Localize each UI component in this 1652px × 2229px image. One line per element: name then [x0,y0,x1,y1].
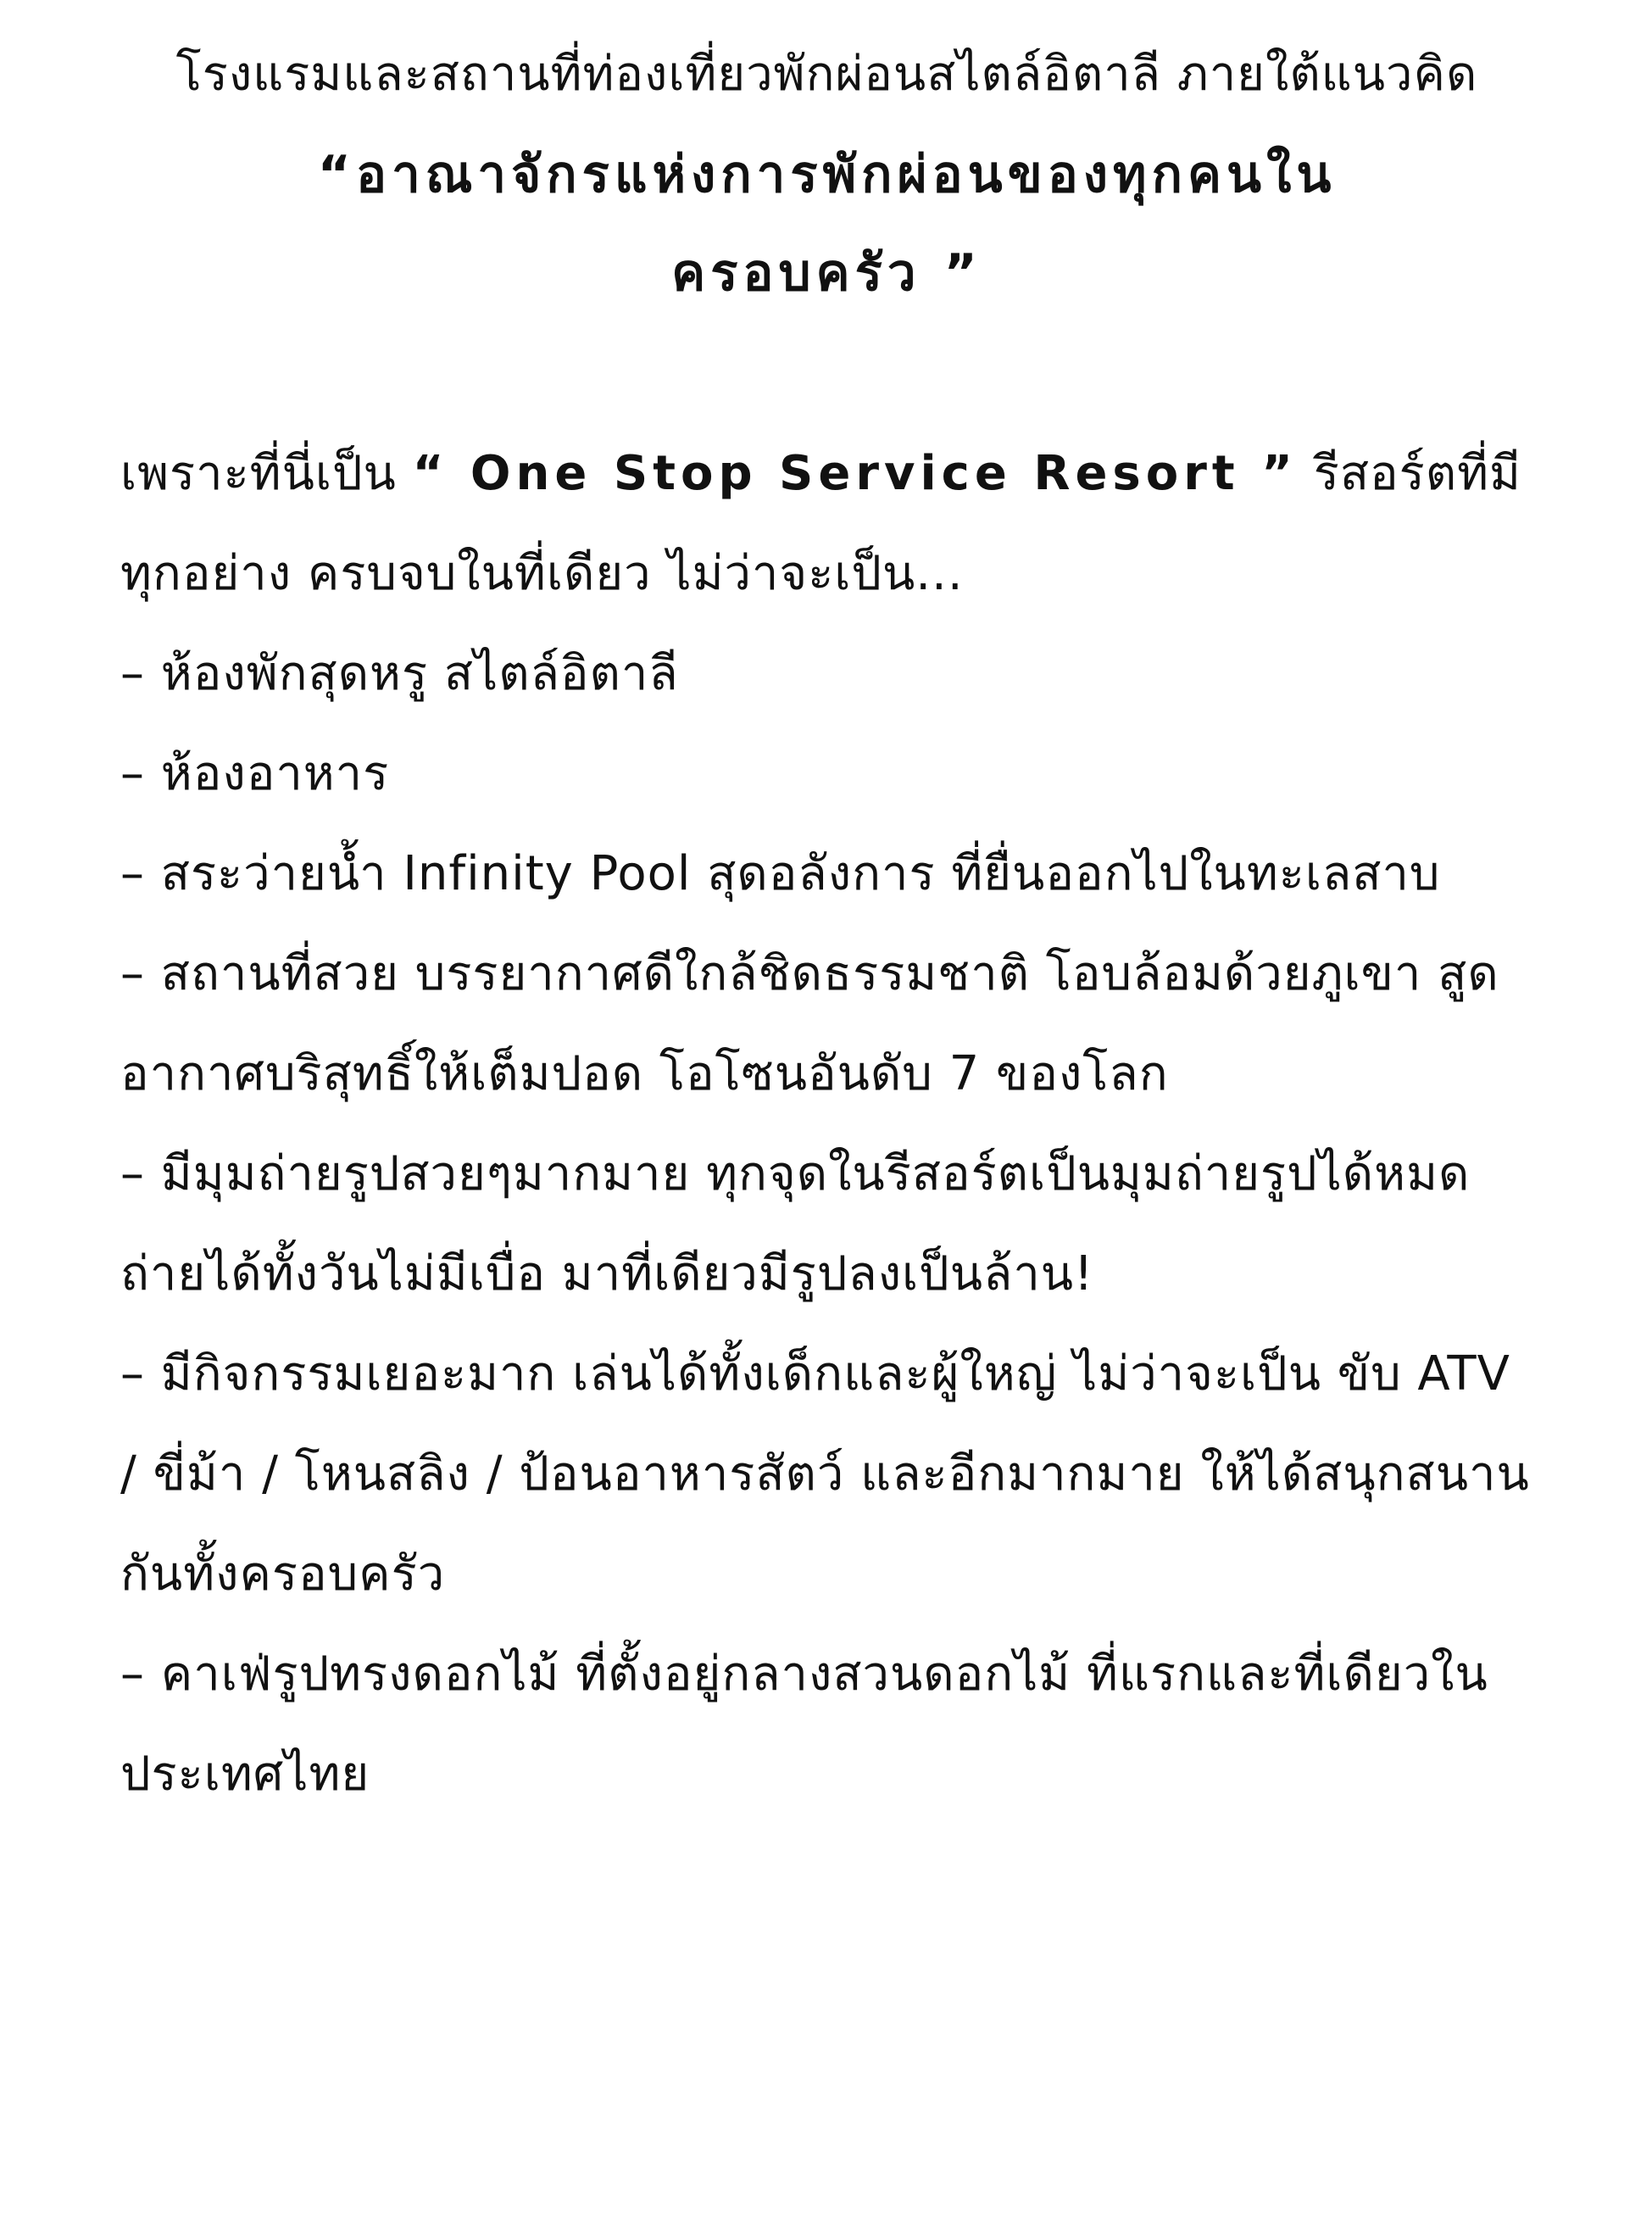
brand-phrase: “ One Stop Service Resort ” [412,446,1298,501]
tagline-heading: “อาณาจักรแห่งการพักผ่อนของทุกคนในครอบครัว ” [317,145,1337,303]
list-item: – มีมุมถ่ายรูปสวยๆมากมาย ทุกจุดในรีสอร์ตเป็นมุมถ่ายรูปได้หมด ถ่ายได้ทั้งวันไม่มีเบื่อ มาที่เดียวมีรูปลงเป็นล้าน! [120,1146,1471,1301]
list-item: – มีกิจกรรมเยอะมาก เล่นได้ทั้งเด็กและผู้ใหญ่ ไม่ว่าจะเป็น ขับ ATV / ขี่ม้า / โหนสลิง / ป้อนอาหารสัตว์ และอีกมากมาย ให้ได้สนุกสนานกันทั้งครอบครัว [120,1346,1530,1602]
list-item: – สระว่ายน้ำ Infinity Pool สุดอลังการ ที่ยื่นออกไปในทะเลสาบ [120,846,1441,901]
lead-suffix: รีสอร์ตที่มีทุกอย่าง ครบจบในที่เดียว ไม่ว่าจะเป็น... [120,446,1521,601]
body-text [120,424,1533,1825]
list-item: – สถานที่สวย บรรยากาศดีใกล้ชิดธรรมชาติ โอบล้อมด้วยภูเขา สูดอากาศบริสุทธิ์ให้เต็มปอด โอโซนอันดับ 7 ของโลก [120,946,1499,1101]
list-item: – คาเฟ่รูปทรงดอกไม้ ที่ตั้งอยู่กลางสวนดอกไม้ ที่แรกและที่เดียวในประเทศไทย [120,1647,1488,1802]
list-item: – ห้องอาหาร [120,746,390,801]
lead-paragraph [120,424,1533,624]
intro-text: โรงแรมและสถานที่ท่องเที่ยวพักผ่อนสไตล์อิตาลี ภายใต้แนวคิด [175,47,1478,102]
list-item: – ห้องพักสุดหรู สไตล์อิตาลี [120,646,679,701]
lead-prefix: เพราะที่นี่เป็น [120,446,413,501]
